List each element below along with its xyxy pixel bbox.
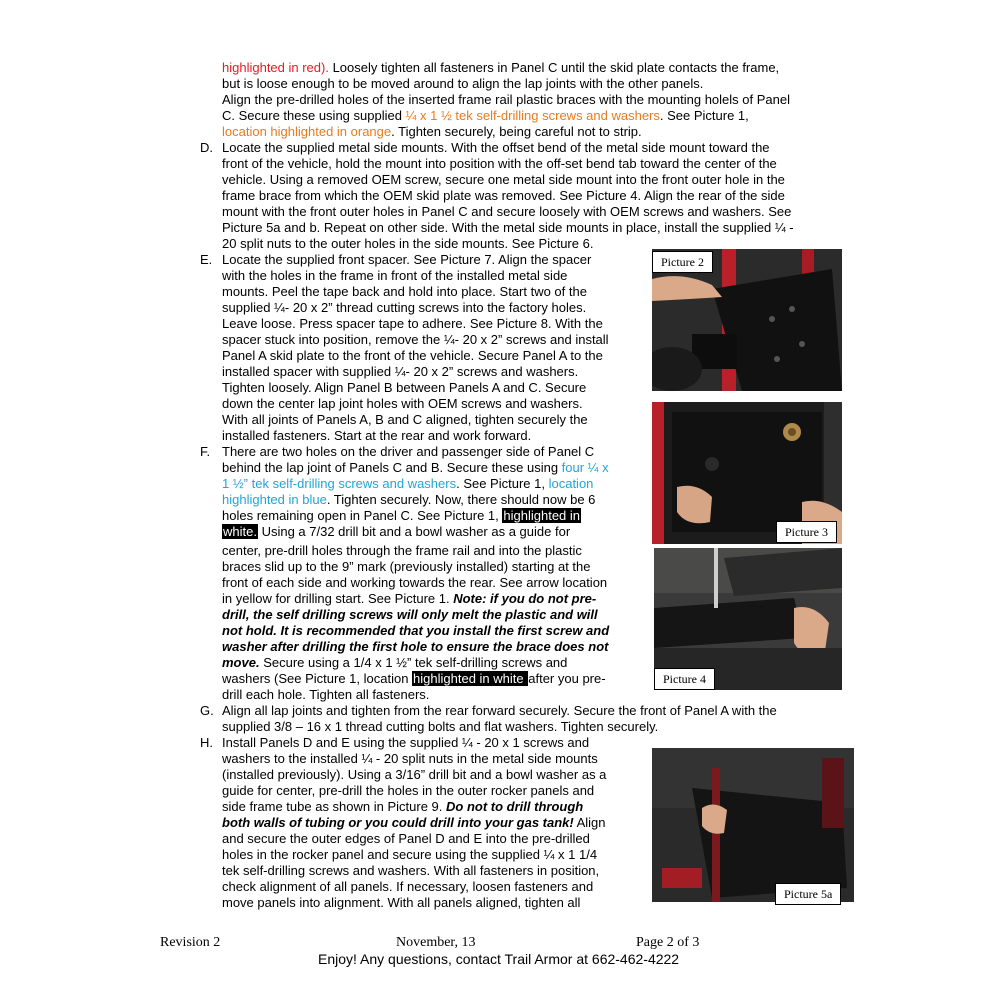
note-text: move. [222,655,260,670]
text-line: installed spacer with supplied ¼- 20 x 2” screws and washers. [222,364,579,379]
list-marker: D. [200,140,213,155]
text-line: guide for center, pre-drill the holes in the outer rocker panels and [222,783,595,798]
footer-date: November, 13 [396,935,476,950]
note-text: washer after drilling the first hole to ensure the brace does not [222,639,609,654]
orange-highlight-text: ¼ x 1 ½ tek self-drilling screws and washers [405,108,660,123]
text-line: in yellow for drilling start. See Picture 1. Note: if you do not pre- [222,591,597,606]
text-line: supplied 3/8 – 16 x 1 thread cutting bolts and flat washers. Tighten securely. [222,719,659,734]
text-line: Install Panels D and E using the supplied ¼ - 20 x 1 screws and [222,735,590,750]
white-highlight-text: highlighted in [503,508,581,523]
text-line: Tighten loosely. Align Panel B between Panels A and C. Secure [222,380,587,395]
picture-3-caption: Picture 3 [776,521,837,543]
text-line: 1 ½” tek self-drilling screws and washers. See Picture 1, location [222,476,594,491]
text-line: There are two holes on the driver and passenger side of Panel C [222,444,595,459]
text-line: washers to the installed ¼ - 20 split nuts in the metal side mounts [222,751,598,766]
text-line: behind the lap joint of Panels C and B. Secure these using four ¼ x [222,460,609,475]
text-line: front of the vehicle, hold the mount into position with the off-set bend tab toward the center of the [222,156,777,171]
text-line: spacer stuck into position, remove the ¼- 20 x 2” screws and install [222,332,609,347]
footer-page-number: Page 2 of 3 [636,935,700,950]
picture-4-caption: Picture 4 [654,668,715,690]
text-line: center, pre-drill holes through the frame rail and into the plastic [222,543,582,558]
text-line: side frame tube as shown in Picture 9. Do not to drill through [222,799,584,814]
text-line: With all joints of Panels A, B and C aligned, tighten securely the [222,412,588,427]
text-line: highlighted in blue. Tighten securely. Now, there should now be 6 [222,492,596,507]
text-line: Locate the supplied metal side mounts. With the offset bend of the metal side mount toward the [222,140,770,155]
text-line: move. Secure using a 1/4 x 1 ½” tek self-drilling screws and [222,655,568,670]
text-line: front of each side and working towards the rear. See arrow location [222,575,608,590]
warning-text: Do not to drill through [446,799,584,814]
text-line: with the holes in the frame in front of the installed metal side [222,268,568,283]
text-line: frame brace from which the OEM skid plate was removed. See Picture 4. Align the rear of the side [222,188,785,203]
orange-highlight-text: location highlighted in orange [222,124,392,139]
blue-highlight-text: four ¼ x [561,460,609,475]
list-marker: F. [200,444,211,459]
text-line: vehicle. Using a removed OEM screw, secure one metal side mount into the front outer hole in the [222,172,785,187]
text-line: and secure the outer edges of Panel D and E into the pre-drilled [222,831,590,846]
list-marker: H. [200,735,213,750]
note-text: Note: if you do not pre- [453,591,597,606]
text-line: location highlighted in orange. Tighten securely, being careful not to strip. [222,124,642,139]
text-line: but is loose enough to be moved around to align the lap joints with the other panels. [222,76,704,91]
text-line: mount with the front outer holes in Panel C and secure loosely with OEM screws and washers. See [222,204,792,219]
text-line: installed fasteners. Start at the rear and work forward. [222,428,532,443]
text-line: both walls of tubing or you could drill into your gas tank! Align [222,815,606,830]
note-text: drill, the self drilling screws will only melt the plastic and will [222,607,598,622]
red-highlight-text: highlighted in red). [222,60,329,75]
footer-revision: Revision 2 [160,935,221,950]
text-line: holes in the rocker panel and secure using the supplied ¼ x 1 1/4 [222,847,598,862]
text-line: drill each hole. Tighten all fasteners. [222,687,430,702]
text-line: down the center lap joint holes with OEM screws and washers. [222,396,583,411]
white-highlight-text: white. [223,524,257,539]
text-line: C. Secure these using supplied ¼ x 1 ½ tek self-drilling screws and washers. See Picture 1, [222,108,749,123]
text-line: washers (See Picture 1, location highlighted in white after you pre- [222,671,606,686]
text-line: holes remaining open in Panel C. See Picture 1, highlighted in [222,508,581,523]
text-line: check alignment of all panels. If necessary, loosen fasteners and [222,879,594,894]
text-line: move panels into alignment. With all panels aligned, tighten all [222,895,581,910]
footer-contact: Enjoy! Any questions, contact Trail Armor at 662-462-4222 [318,951,680,967]
list-marker: E. [200,252,213,267]
blue-highlight-text: highlighted in blue [222,492,327,507]
blue-highlight-text: location [548,476,594,491]
text-line: white. Using a 7/32 drill bit and a bowl washer as a guide for [223,524,571,539]
text-line: Leave loose. Press spacer tape to adhere. See Picture 8. With the [222,316,603,331]
picture-5a-caption: Picture 5a [775,883,841,905]
text-line: Align the pre-drilled holes of the inserted frame rail plastic braces with the mounting holels of Panel [222,92,790,107]
text-line: braces slid up to the 9” mark (previously installed) starting at the [222,559,591,574]
text-line: 20 split nuts to the outer holes in the side mounts. See Picture 6. [222,236,594,251]
white-highlight-text: highlighted in white [413,671,528,686]
text-line: mounts. Peel the tape back and hold into place. Start two of the [222,284,587,299]
list-marker: G. [200,703,214,718]
text-line: Panel A skid plate to the front of the vehicle. Secure Panel A to the [222,348,603,363]
text-line: Picture 5a and b. Repeat on other side. With the metal side mounts in place, install the supplied ¼ - [222,220,794,235]
text-line: tek self-drilling screws and washers. With all fasteners in position, [222,863,600,878]
picture-5a-photo [652,748,854,902]
note-text: not hold. It is recommended that you install the first screw and [222,623,610,638]
text-line: supplied ¼- 20 x 2” thread cutting screws into the factory holes. [222,300,587,315]
blue-highlight-text: 1 ½” tek self-drilling screws and washers [222,476,457,491]
text-line: highlighted in red). Loosely tighten all fasteners in Panel C until the skid plate contacts the frame, [222,60,780,75]
warning-text: both walls of tubing or you could drill into your gas tank! [222,815,574,830]
text-line: (installed previously). Using a 3/16” drill bit and a bowl washer as a [222,767,607,782]
picture-2-caption: Picture 2 [652,251,713,273]
text-line: Locate the supplied front spacer. See Picture 7. Align the spacer [222,252,592,267]
text-line: Align all lap joints and tighten from the rear forward securely. Secure the front of Panel A with the [222,703,777,718]
